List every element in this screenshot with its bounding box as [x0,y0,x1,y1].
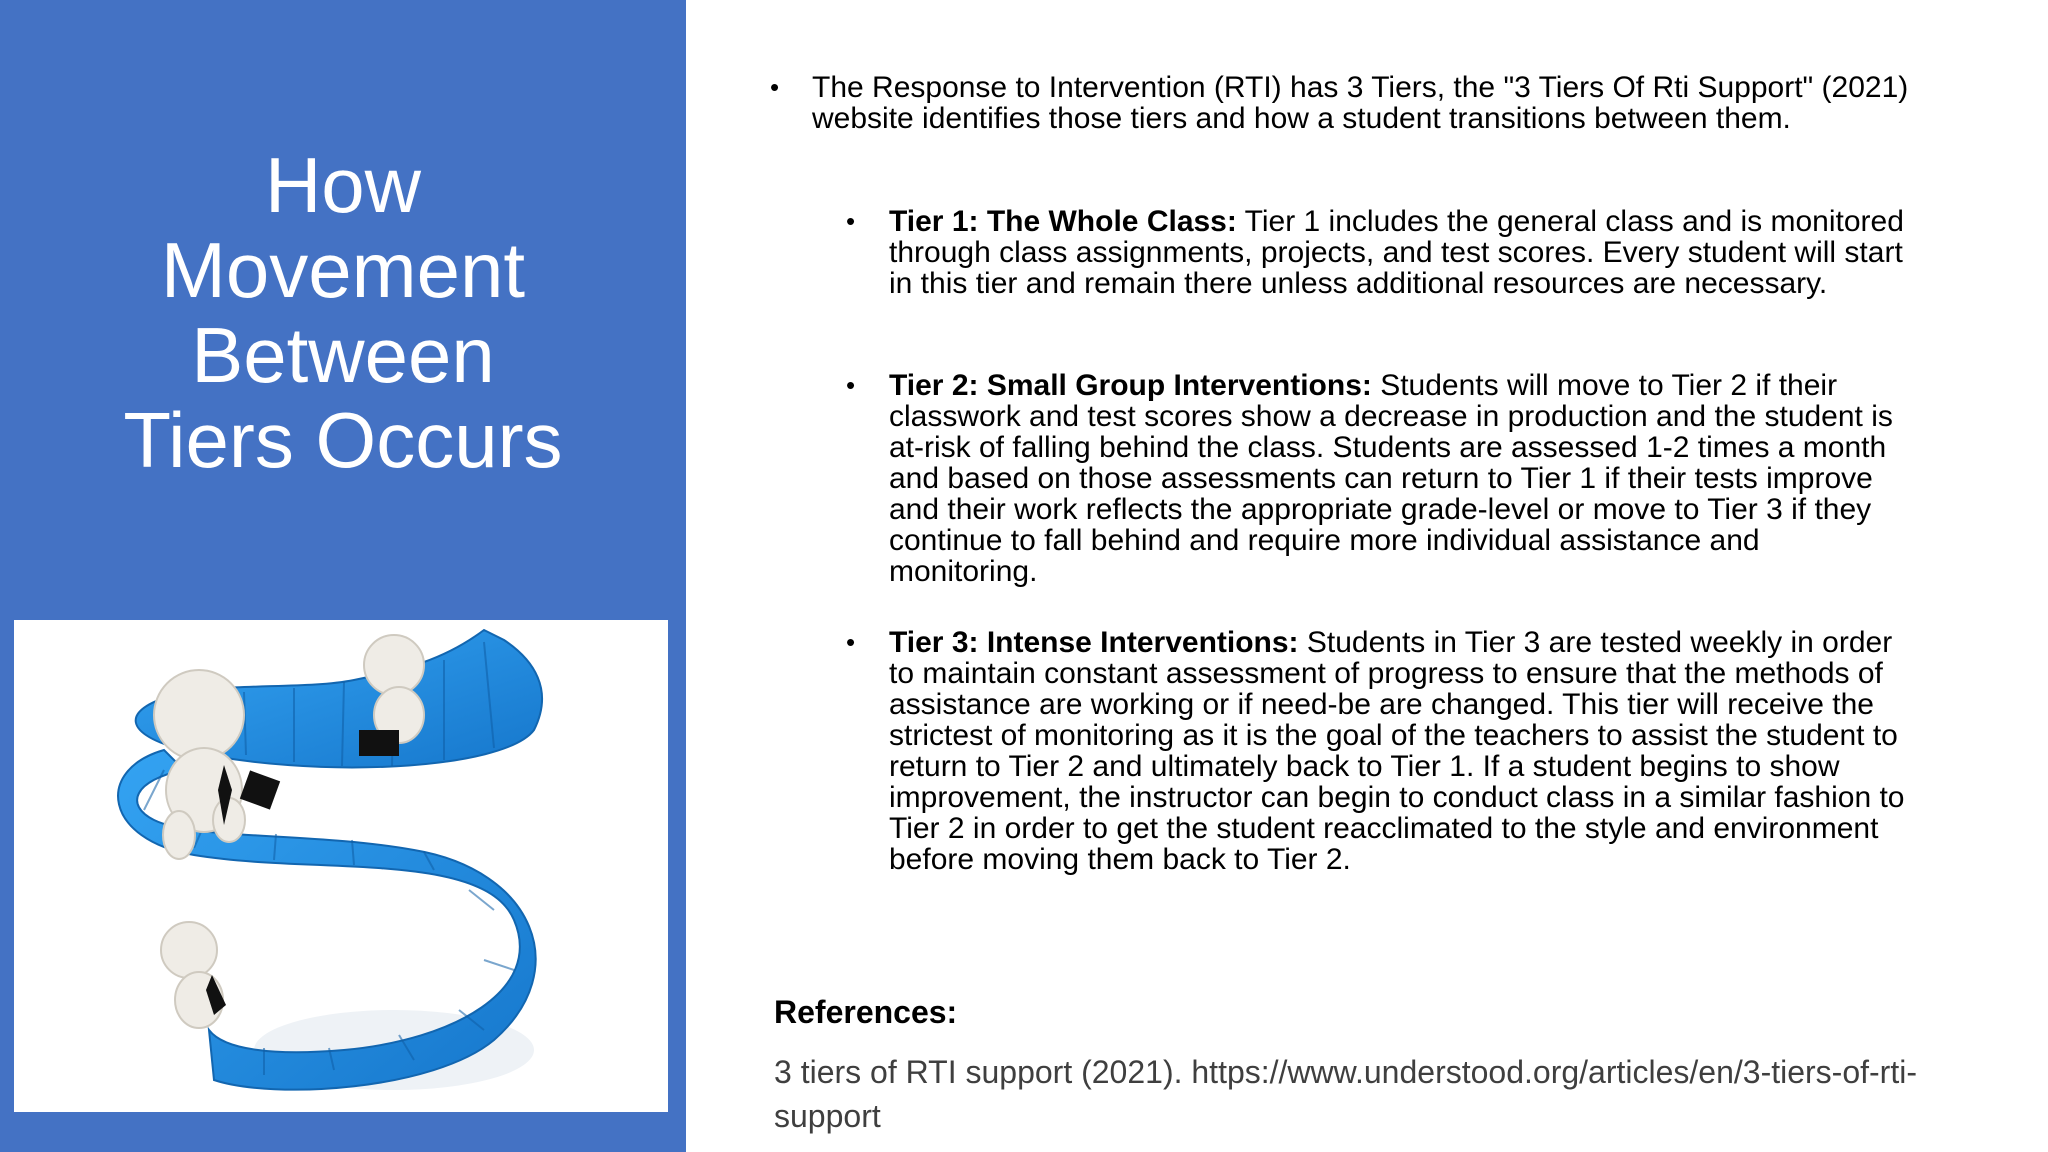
bullet-icon: • [846,206,856,236]
title-line: Tiers Occurs [123,396,563,484]
bullet-icon: • [846,627,856,657]
title-line: How [264,141,422,229]
references-heading: References: [774,994,958,1030]
references-text: 3 tiers of RTI support (2021). https://www.understood.org/articles/en/3-tiers-of-rti-support [774,1054,1917,1134]
tier-1-text: Tier 1 includes the general class and is monitored through class assignments, projects, and test scores. Every student will start in this tier and remain there unless additional resources are necessary. [889,205,1904,300]
bullet-icon: • [846,370,856,400]
intro-paragraph: The Response to Intervention (RTI) has 3 Tiers, the "3 Tiers Of Rti Support" (2021) website identifies those tiers and how a student transitions between them. [812,71,1909,135]
tier-3-item [889,627,1909,875]
tier-1-label: Tier 1: The Whole Class: [889,205,1237,238]
tier-3-label: Tier 3: Intense Interventions: [889,626,1299,659]
tier-1-item [889,206,1909,299]
tier-2-item [889,370,1909,587]
tier-3-text: Students in Tier 3 are tested weekly in order to maintain constant assessment of progress to ensure that the methods of assistance are working or if need-be are changed. This tier will receive the strictest of monitoring as it is the goal of the teachers to assist the student to return to Tier 2 and ultimately back to Tier 1. If a student begins to show improvement, the instructor can begin to conduct class in a similar fashion to Tier 2 in order to get the student reacclimated to the style and environment before moving them back to Tier 2. [889,626,1905,876]
title-line: Movement [160,226,526,314]
tier-2-text: Students will move to Tier 2 if their classwork and test scores show a decrease in production and the student is at-risk of falling behind the class. Students are assessed 1-2 times a month and based on those assessments can return to Tier 1 if their tests improve and their work reflects the appropriate grade-level or move to Tier 3 if they continue to fall behind and require more individual assistance and monitoring. [889,369,1893,588]
bullet-icon: • [770,72,780,102]
tier-2-label: Tier 2: Small Group Interventions: [889,369,1372,402]
title-line: Between [191,311,495,399]
